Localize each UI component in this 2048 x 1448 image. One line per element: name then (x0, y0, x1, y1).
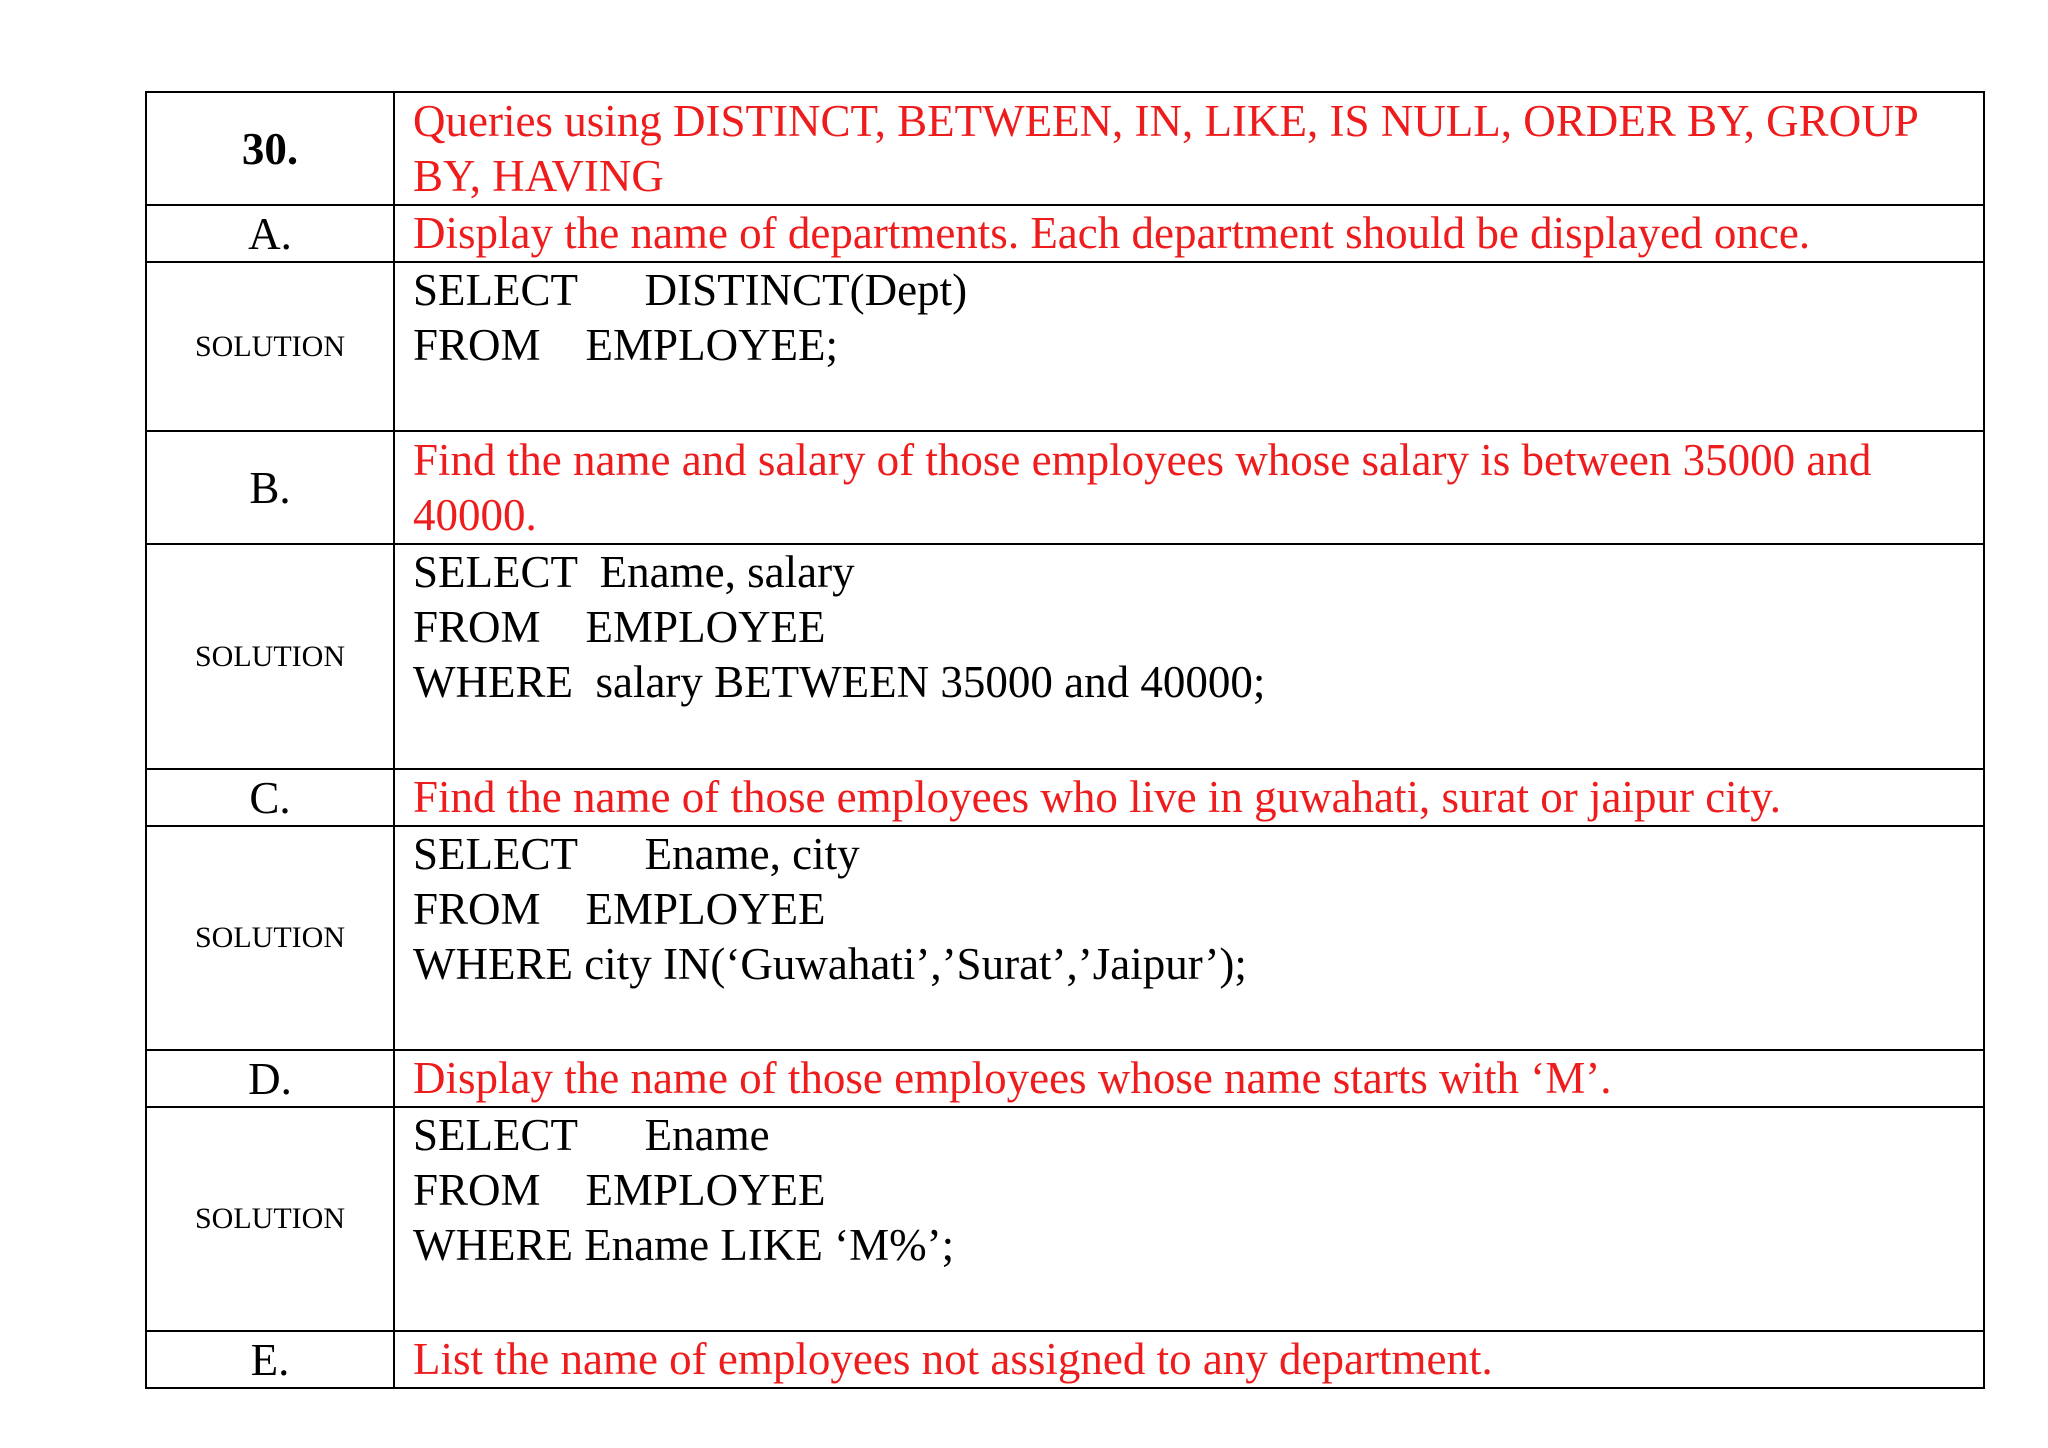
code-line: FROM EMPLOYEE (413, 884, 826, 934)
part-label-c: C. (146, 769, 394, 826)
solution-label-d: SOLUTION (146, 1107, 394, 1331)
solution-label-b: SOLUTION (146, 544, 394, 769)
code-line: SELECT Ename (413, 1110, 770, 1160)
code-line: FROM EMPLOYEE (413, 602, 826, 652)
code-line: WHERE salary BETWEEN 35000 and 40000; (413, 657, 1266, 707)
code-line: WHERE Ename LIKE ‘M%’; (413, 1220, 955, 1270)
question-header-row (146, 92, 1984, 205)
code-line: SELECT Ename, city (413, 829, 860, 879)
code-line: FROM EMPLOYEE (413, 1165, 826, 1215)
assignment-table (145, 91, 1985, 1389)
code-line: SELECT Ename, salary (413, 547, 855, 597)
solution-label-a: SOLUTION (146, 262, 394, 431)
code-line: FROM EMPLOYEE; (413, 320, 839, 370)
part-label-e: E. (146, 1331, 394, 1388)
solution-row-d (146, 1107, 1984, 1331)
part-question-a: Display the name of departments. Each department should be displayed once. (394, 205, 1984, 262)
code-line: SELECT DISTINCT(Dept) (413, 265, 968, 315)
solution-label-c: SOLUTION (146, 826, 394, 1050)
solution-row-a (146, 262, 1984, 431)
part-label-d: D. (146, 1050, 394, 1107)
solution-code-a (394, 262, 1984, 431)
part-row-a (146, 205, 1984, 262)
question-number: 30. (146, 92, 394, 205)
solution-code-c (394, 826, 1984, 1050)
solution-code-d (394, 1107, 1984, 1331)
part-label-b: B. (146, 431, 394, 544)
part-question-e: List the name of employees not assigned to any department. (394, 1331, 1984, 1388)
question-title: Queries using DISTINCT, BETWEEN, IN, LIKE, IS NULL, ORDER BY, GROUP BY, HAVING (394, 92, 1984, 205)
solution-row-c (146, 826, 1984, 1050)
part-row-e (146, 1331, 1984, 1388)
part-row-b (146, 431, 1984, 544)
code-line: WHERE city IN(‘Guwahati’,’Surat’,’Jaipur’); (413, 939, 1247, 989)
solution-code-b (394, 544, 1984, 769)
part-question-d: Display the name of those employees whose name starts with ‘M’. (394, 1050, 1984, 1107)
part-row-d (146, 1050, 1984, 1107)
solution-row-b (146, 544, 1984, 769)
part-label-a: A. (146, 205, 394, 262)
part-question-b: Find the name and salary of those employees whose salary is between 35000 and 40000. (394, 431, 1984, 544)
part-question-c: Find the name of those employees who live in guwahati, surat or jaipur city. (394, 769, 1984, 826)
part-row-c (146, 769, 1984, 826)
